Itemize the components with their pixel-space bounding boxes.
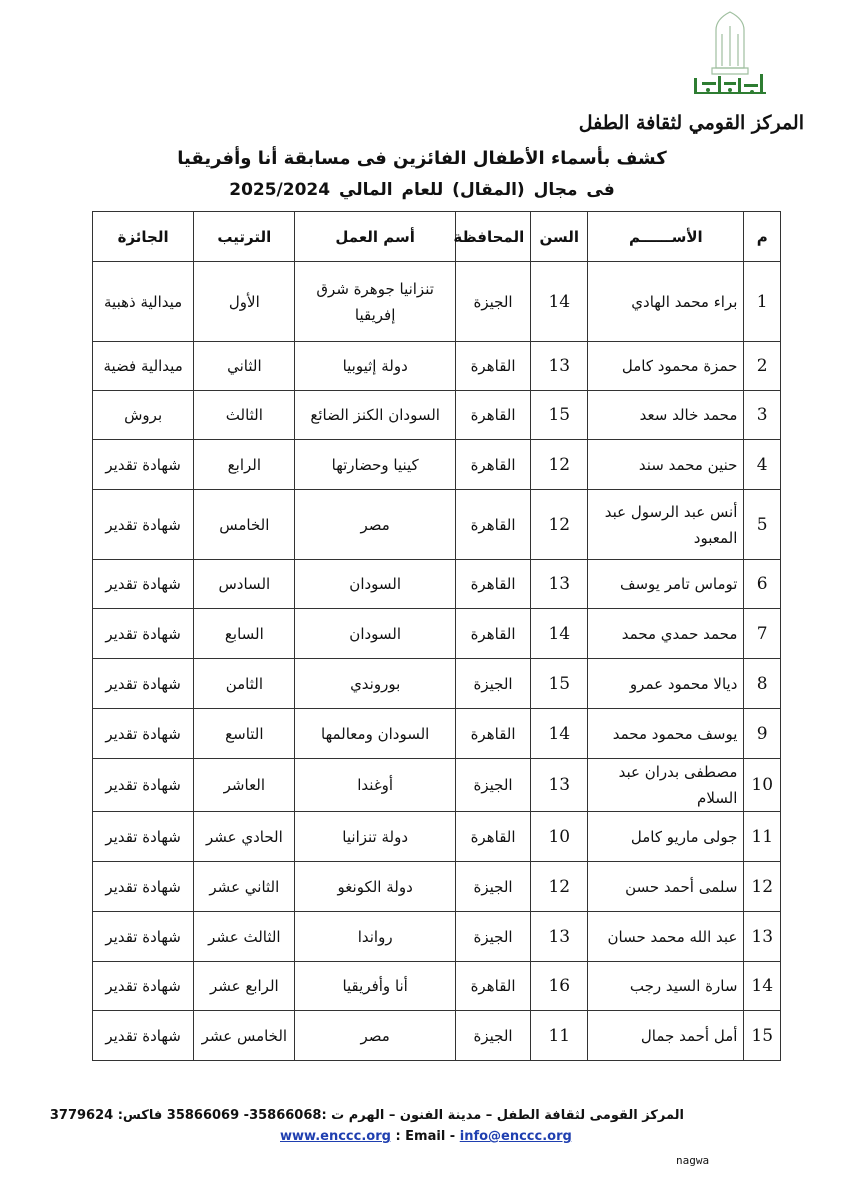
child-name-cell: حمزة محمود كامل xyxy=(588,342,744,391)
prize-cell: شهادة تقدير xyxy=(93,659,194,709)
child-age-cell: 14 xyxy=(531,709,588,759)
header-name: الأســــــم xyxy=(588,212,744,262)
rank-cell: العاشر xyxy=(194,759,295,812)
row-number-cell: 3 xyxy=(744,391,781,440)
row-number-cell: 10 xyxy=(744,759,781,812)
table-row xyxy=(93,1011,781,1061)
row-number-cell: 4 xyxy=(744,440,781,490)
table-row xyxy=(93,812,781,862)
table-row xyxy=(93,659,781,709)
child-name-cell: حنين محمد سند xyxy=(588,440,744,490)
child-name-cell: سلمى أحمد حسن xyxy=(588,862,744,912)
header-prize: الجائزة xyxy=(93,212,194,262)
header-m: م xyxy=(744,212,781,262)
prize-cell: ميدالية ذهبية xyxy=(93,262,194,342)
work-title-cell: السودان ومعالمها xyxy=(295,709,455,759)
header-age: السن xyxy=(531,212,588,262)
document-subtitle: فى مجال (المقال) للعام المالي 2025/2024 xyxy=(229,180,615,200)
work-title-cell: بوروندي xyxy=(295,659,455,709)
child-name-cell: جولى ماريو كامل xyxy=(588,812,744,862)
child-age-cell: 12 xyxy=(531,440,588,490)
prize-cell: شهادة تقدير xyxy=(93,609,194,659)
table-row xyxy=(93,609,781,659)
rank-cell: الخامس xyxy=(194,490,295,560)
child-age-cell: 15 xyxy=(531,391,588,440)
row-number-cell: 5 xyxy=(744,490,781,560)
work-title-cell: مصر xyxy=(295,490,455,560)
child-age-cell: 13 xyxy=(531,342,588,391)
row-number-cell: 15 xyxy=(744,1011,781,1061)
child-age-cell: 13 xyxy=(531,560,588,609)
child-name-cell: عبد الله محمد حسان xyxy=(588,912,744,962)
organization-name: المركز القومي لثقافة الطفل xyxy=(578,112,804,134)
rank-cell: السادس xyxy=(194,560,295,609)
work-title-cell: دولة إثيوبيا xyxy=(295,342,455,391)
email-link[interactable]: info@enccc.org xyxy=(459,1129,572,1144)
work-title-cell: تنزانيا جوهرة شرق إفريقيا xyxy=(295,262,455,342)
governorate-cell: القاهرة xyxy=(455,812,530,862)
prize-cell: شهادة تقدير xyxy=(93,912,194,962)
governorate-cell: الجيزة xyxy=(455,1011,530,1061)
rank-cell: الثاني عشر xyxy=(194,862,295,912)
work-title-cell: السودان الكنز الضائع xyxy=(295,391,455,440)
governorate-cell: القاهرة xyxy=(455,609,530,659)
governorate-cell: القاهرة xyxy=(455,490,530,560)
table-row xyxy=(93,912,781,962)
child-name-cell: ديالا محمود عمرو xyxy=(588,659,744,709)
child-age-cell: 16 xyxy=(531,962,588,1011)
prize-cell: شهادة تقدير xyxy=(93,759,194,812)
row-number-cell: 12 xyxy=(744,862,781,912)
table-row xyxy=(93,262,781,342)
child-name-cell: محمد خالد سعد xyxy=(588,391,744,440)
signature-text: nagwa xyxy=(676,1154,710,1167)
rank-cell: الرابع عشر xyxy=(194,962,295,1011)
prize-cell: شهادة تقدير xyxy=(93,812,194,862)
row-number-cell: 14 xyxy=(744,962,781,1011)
row-number-cell: 11 xyxy=(744,812,781,862)
work-title-cell: السودان xyxy=(295,560,455,609)
rank-cell: السابع xyxy=(194,609,295,659)
work-title-cell: دولة الكونغو xyxy=(295,862,455,912)
governorate-cell: الجيزة xyxy=(455,659,530,709)
header-governorate: المحافظة xyxy=(455,212,530,262)
child-age-cell: 11 xyxy=(531,1011,588,1061)
rank-cell: الحادي عشر xyxy=(194,812,295,862)
rank-cell: الثامن xyxy=(194,659,295,709)
row-number-cell: 13 xyxy=(744,912,781,962)
prize-cell: شهادة تقدير xyxy=(93,709,194,759)
governorate-cell: الجيزة xyxy=(455,262,530,342)
rank-cell: الرابع xyxy=(194,440,295,490)
governorate-cell: الجيزة xyxy=(455,862,530,912)
row-number-cell: 1 xyxy=(744,262,781,342)
child-age-cell: 10 xyxy=(531,812,588,862)
table-row xyxy=(93,391,781,440)
table-row xyxy=(93,759,781,812)
rank-cell: الخامس عشر xyxy=(194,1011,295,1061)
row-number-cell: 2 xyxy=(744,342,781,391)
work-title-cell: مصر xyxy=(295,1011,455,1061)
work-title-cell: كينيا وحضارتها xyxy=(295,440,455,490)
work-title-cell: أنا وأفريقيا xyxy=(295,962,455,1011)
prize-cell: شهادة تقدير xyxy=(93,490,194,560)
table-row xyxy=(93,560,781,609)
prize-cell: شهادة تقدير xyxy=(93,862,194,912)
row-number-cell: 8 xyxy=(744,659,781,709)
child-age-cell: 12 xyxy=(531,862,588,912)
child-name-cell: يوسف محمود محمد xyxy=(588,709,744,759)
child-name-cell: أمل أحمد جمال xyxy=(588,1011,744,1061)
footer-address: المركز القومى لثقافة الطفل – مدينة الفنون – الهرم ت :35866068- 35866069 فاكس: 3779624 xyxy=(49,1108,684,1123)
table-header-row xyxy=(93,212,781,262)
table-row xyxy=(93,490,781,560)
child-name-cell: توماس تامر يوسف xyxy=(588,560,744,609)
row-number-cell: 6 xyxy=(744,560,781,609)
governorate-cell: الجيزة xyxy=(455,759,530,812)
table-row xyxy=(93,440,781,490)
header-work: أسم العمل xyxy=(295,212,455,262)
table-row xyxy=(93,709,781,759)
governorate-cell: القاهرة xyxy=(455,709,530,759)
prize-cell: ميدالية فضية xyxy=(93,342,194,391)
work-title-cell: أوغندا xyxy=(295,759,455,812)
table-row xyxy=(93,862,781,912)
document-title: كشف بأسماء الأطفال الفائزين فى مسابقة أنا وأفريقيا xyxy=(177,148,667,169)
rank-cell: الثالث عشر xyxy=(194,912,295,962)
child-age-cell: 12 xyxy=(531,490,588,560)
table-row xyxy=(93,342,781,391)
governorate-cell: الجيزة xyxy=(455,912,530,962)
child-name-cell: براء محمد الهادي xyxy=(588,262,744,342)
child-age-cell: 13 xyxy=(531,912,588,962)
email-label: : Email - xyxy=(390,1129,460,1144)
work-title-cell: رواندا xyxy=(295,912,455,962)
governorate-cell: القاهرة xyxy=(455,342,530,391)
table-row xyxy=(93,962,781,1011)
work-title-cell: السودان xyxy=(295,609,455,659)
website-link[interactable]: www.enccc.org xyxy=(280,1129,391,1144)
child-age-cell: 15 xyxy=(531,659,588,709)
prize-cell: شهادة تقدير xyxy=(93,440,194,490)
center-logo-icon xyxy=(682,8,778,100)
child-name-cell: أنس عبد الرسول عبد المعبود xyxy=(588,490,744,560)
work-title-cell: دولة تنزانيا xyxy=(295,812,455,862)
footer-contact xyxy=(280,1129,572,1144)
governorate-cell: القاهرة xyxy=(455,560,530,609)
rank-cell: التاسع xyxy=(194,709,295,759)
prize-cell: شهادة تقدير xyxy=(93,1011,194,1061)
prize-cell: شهادة تقدير xyxy=(93,560,194,609)
child-age-cell: 14 xyxy=(531,262,588,342)
rank-cell: الثالث xyxy=(194,391,295,440)
governorate-cell: القاهرة xyxy=(455,440,530,490)
governorate-cell: القاهرة xyxy=(455,391,530,440)
row-number-cell: 9 xyxy=(744,709,781,759)
prize-cell: بروش xyxy=(93,391,194,440)
child-name-cell: سارة السيد رجب xyxy=(588,962,744,1011)
winners-table-body xyxy=(93,262,781,1061)
child-age-cell: 14 xyxy=(531,609,588,659)
governorate-cell: القاهرة xyxy=(455,962,530,1011)
row-number-cell: 7 xyxy=(744,609,781,659)
header-rank: الترتيب xyxy=(194,212,295,262)
prize-cell: شهادة تقدير xyxy=(93,962,194,1011)
child-name-cell: مصطفى بدران عبد السلام xyxy=(588,759,744,812)
winners-table xyxy=(92,211,781,1061)
rank-cell: الأول xyxy=(194,262,295,342)
rank-cell: الثاني xyxy=(194,342,295,391)
child-age-cell: 13 xyxy=(531,759,588,812)
child-name-cell: محمد حمدي محمد xyxy=(588,609,744,659)
